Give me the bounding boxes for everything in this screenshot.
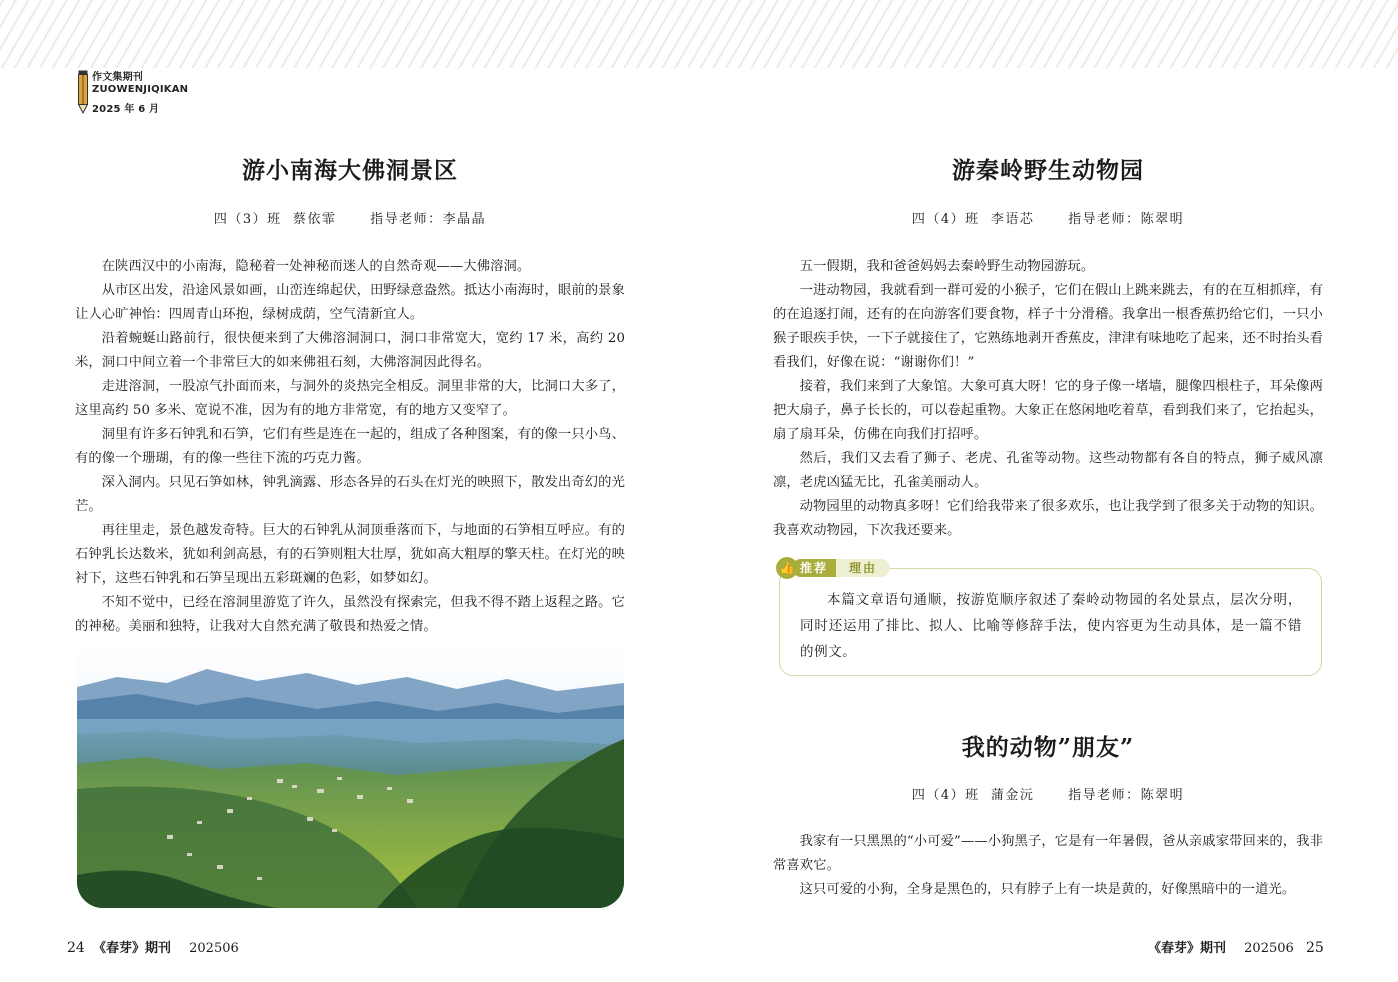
paragraph: 从市区出发，沿途风景如画，山峦连绵起伏，田野绿意盎然。抵达小南海时，眼前的景象让人心旷神怡：四周青山环抱，绿树成荫，空气清新宜人。 — [75, 283, 625, 322]
paragraph: 五一假期，我和爸爸妈妈去秦岭野生动物园游玩。 — [799, 259, 1095, 274]
magazine-name: 《春芽》期刊 — [92, 941, 171, 956]
paragraph: 沿着蜿蜒山路前行，很快便来到了大佛溶洞洞口，洞口非常宽大，宽约 17 米，高约 20 米，洞口中间立着一个非常巨大的如来佛祖石刻，大佛溶洞因此得名。 — [75, 331, 625, 370]
paragraph: 再往里走，景色越发奇特。巨大的石钟乳从洞顶垂落而下，与地面的石笋相互呼应。有的石钟乳长达数米，犹如利剑高悬，有的石笋则粗大壮厚，犹如高大粗厚的擎天柱。在灯光的映衬下，这些石钟乳和石笋呈现出五彩斑斓的色彩，如梦如幻。 — [75, 523, 625, 586]
paragraph: 我家有一只黑黑的“小可爱”——小狗黑子，它是有一年暑假，爸从亲戚家带回来的，我非常喜欢它。 — [773, 834, 1323, 873]
paragraph: 不知不觉中，已经在溶洞里游览了许久，虽然没有探索完，但我不得不踏上返程之路。它的神秘。美丽和独特，让我对大自然充满了敬畏和热爱之情。 — [75, 595, 625, 634]
masthead-date: 2025 年 6 月 — [92, 104, 160, 115]
masthead-name: 作文集期刊 — [92, 72, 143, 83]
recommendation-tag-main: 推荐 — [792, 559, 836, 577]
recommendation-tag — [776, 557, 896, 579]
paragraph: 一进动物园，我就看到一群可爱的小猴子，它们在假山上跳来跳去，有的在互相抓痒，有的在追逐打闹，还有的在向游客们要食物，样子十分滑稽。我拿出一根香蕉扔给它们，一只小猴子眼疾手快，一下子就接住了，它熟练地剥开香蕉皮，津津有味地吃了起来，还不时抬头看看我们，好像在说：“谢谢你们！” — [773, 283, 1323, 370]
article-body — [773, 255, 1323, 543]
paragraph: 接着，我们来到了大象馆。大象可真大呀！它的身子像一堵墙，腿像四根柱子，耳朵像两把大扇子，鼻子长长的，可以卷起重物。大象正在悠闲地吃着草，看到我们来了，它抬起头，扇了扇耳朵，仿佛在向我们打招呼。 — [773, 379, 1323, 442]
pencil-icon — [78, 70, 88, 114]
masthead — [78, 68, 238, 116]
article-title: 游秦岭野生动物园 — [952, 157, 1144, 184]
paragraph: 在陕西汉中的小南海，隐秘着一处神秘而迷人的自然奇观——大佛溶洞。 — [101, 259, 531, 274]
paragraph: 然后，我们又去看了狮子、老虎、孔雀等动物。这些动物都有各自的特点，狮子威风凛凛，老虎凶猛无比，孔雀美丽动人。 — [773, 451, 1323, 490]
paragraph: 这只可爱的小狗，全身是黑色的，只有脖子上有一块是黄的，好像黑暗中的一道光。 — [799, 882, 1296, 897]
paragraph: 深入洞内。只见石笋如林，钟乳滴露、形态各异的石头在灯光的映照下，散发出奇幻的光芒。 — [75, 475, 625, 514]
landscape-photo — [77, 639, 624, 908]
footer-right — [1148, 937, 1324, 956]
decorative-stripe-band — [0, 0, 1398, 68]
footer-left — [67, 937, 239, 956]
paragraph: 走进溶洞，一股凉气扑面而来，与洞外的炎热完全相反。洞里非常的大，比洞口大多了，这里高约 50 多米、宽说不准，因为有的地方非常宽，有的地方又变窄了。 — [75, 379, 625, 418]
issue-number: 202506 — [189, 941, 239, 956]
recommendation-tag-sub: 理由 — [836, 559, 890, 577]
masthead-pinyin: ZUOWENJIQIKAN — [92, 84, 189, 95]
page-number: 24 — [67, 940, 85, 956]
article-body — [75, 255, 625, 639]
magazine-name: 《春芽》期刊 — [1148, 941, 1227, 956]
article-body — [773, 830, 1323, 902]
article-byline: 四（4）班 蒲金沅 指导老师：陈翠明 — [911, 788, 1185, 803]
article-title: 游小南海大佛洞景区 — [242, 157, 458, 184]
article-byline: 四（4）班 李语芯 指导老师：陈翠明 — [911, 212, 1185, 227]
page-number: 25 — [1305, 940, 1324, 956]
article-title: 我的动物”朋友” — [961, 734, 1135, 761]
issue-number: 202506 — [1244, 941, 1294, 956]
thumbs-up-icon: 👍 — [776, 557, 798, 579]
recommendation-text: 本篇文章语句通顺，按游览顺序叙述了秦岭动物园的名处景点，层次分明，同时还运用了排比、拟人、比喻等修辞手法，使内容更为生动具体，是一篇不错的例文。 — [800, 592, 1302, 660]
paragraph: 洞里有许多石钟乳和石笋，它们有些是连在一起的，组成了各种图案，有的像一只小鸟、有的像一个珊瑚，有的像一些往下流的巧克力酱。 — [75, 427, 625, 466]
article-byline: 四（3）班 蔡依霏 指导老师：李晶晶 — [213, 212, 487, 227]
paragraph: 动物园里的动物真多呀！它们给我带来了很多欢乐，也让我学到了很多关于动物的知识。我喜欢动物园，下次我还要来。 — [773, 499, 1323, 538]
